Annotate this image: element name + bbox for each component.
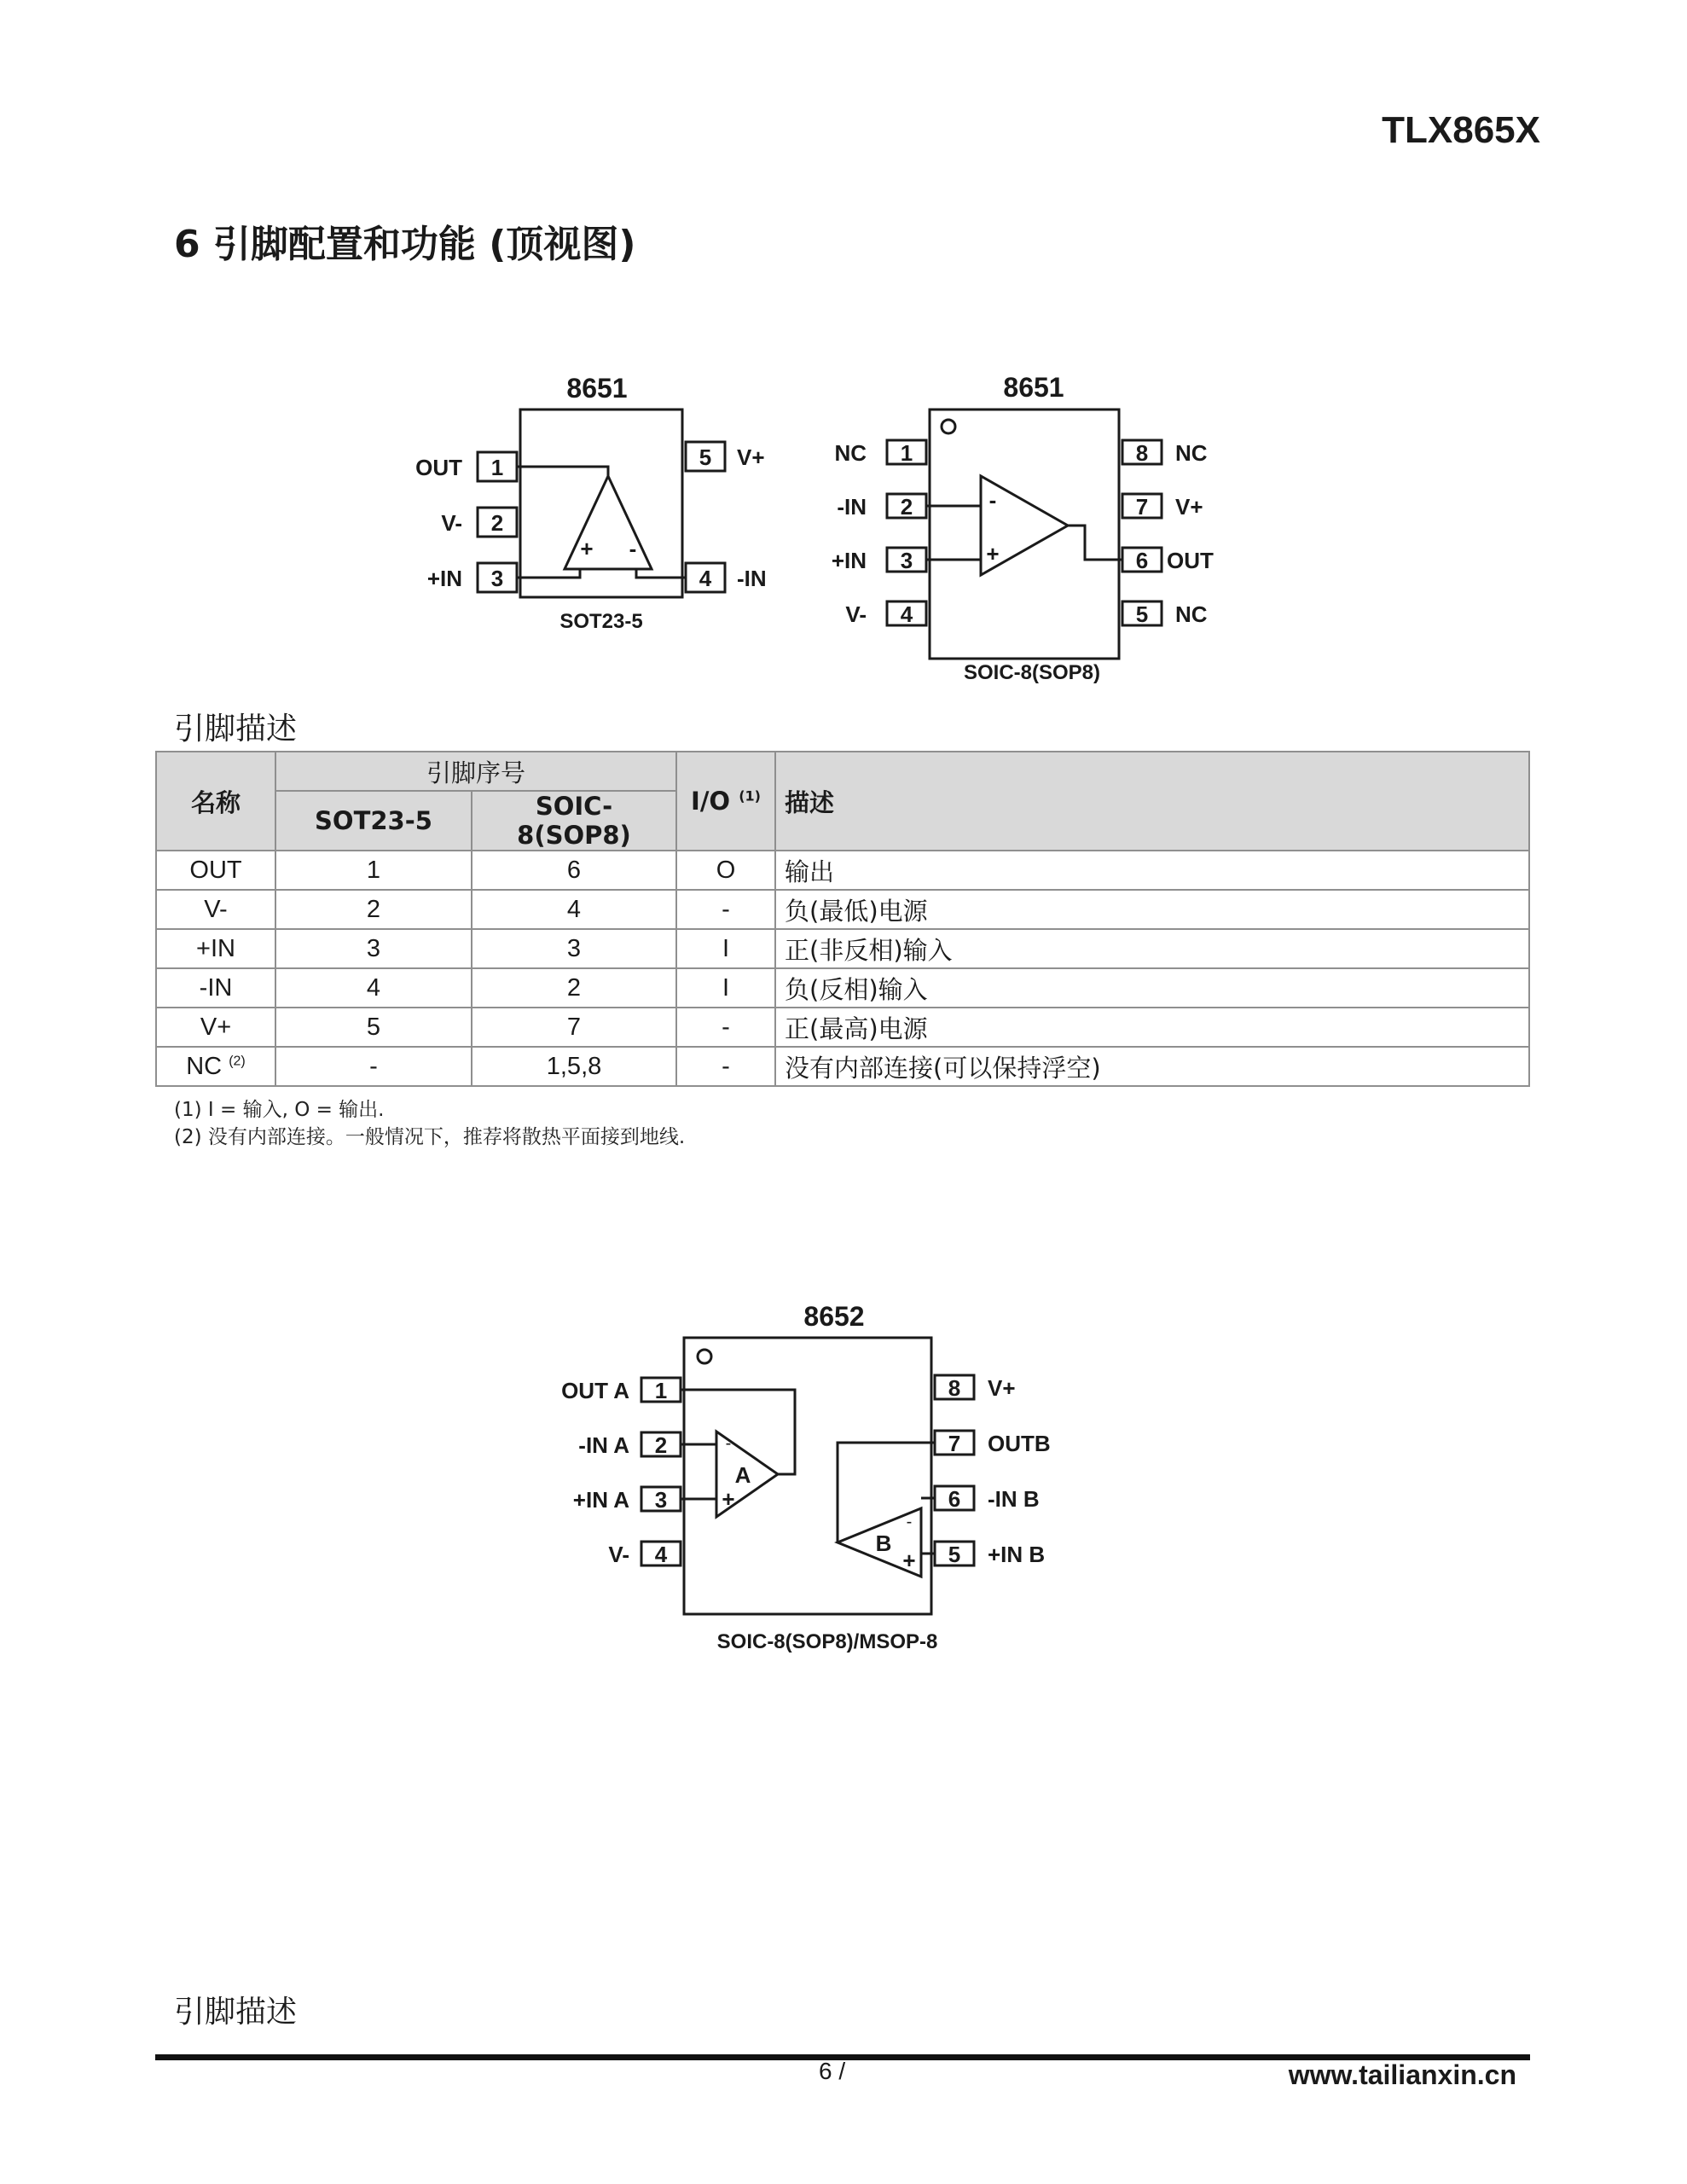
col-header-name: 名称 bbox=[156, 752, 275, 851]
pin-label: V+ bbox=[737, 444, 765, 470]
pin-num: 5 bbox=[1135, 601, 1149, 627]
svg-text:-: - bbox=[988, 487, 997, 513]
page-number: 6 / bbox=[819, 2058, 846, 2084]
pin-label: V- bbox=[608, 1542, 629, 1567]
pin-num: 2 bbox=[654, 1432, 668, 1458]
pin-label: V+ bbox=[988, 1375, 1016, 1401]
col-header-desc: 描述 bbox=[775, 752, 1529, 851]
svg-text:+: + bbox=[902, 1548, 916, 1573]
table-row: V- 2 4 - 负(最低)电源 bbox=[156, 890, 1529, 929]
footnote-1: (1) I = 输入, O = 输出. bbox=[174, 1099, 385, 1121]
pin-num: 8 bbox=[1135, 440, 1149, 466]
package-label: SOT23-5 bbox=[559, 610, 643, 633]
pin-label: NC bbox=[1175, 440, 1208, 466]
pin-label: OUT bbox=[1167, 548, 1214, 573]
pin-label: -IN A bbox=[578, 1432, 629, 1458]
svg-text:+: + bbox=[722, 1486, 735, 1512]
wire-out bbox=[517, 467, 608, 476]
pin-label: V- bbox=[845, 601, 867, 627]
document-id: TLX865X bbox=[1382, 109, 1540, 151]
pin-label: -IN B bbox=[988, 1486, 1040, 1512]
package-label: SOIC-8(SOP8) bbox=[963, 661, 1101, 684]
pin-label: V+ bbox=[1175, 494, 1203, 520]
pin-label: NC bbox=[834, 440, 867, 466]
svg-text:-: - bbox=[906, 1513, 913, 1531]
pin-label: V- bbox=[441, 510, 462, 536]
pin-num: 3 bbox=[900, 548, 913, 573]
wire-out bbox=[1068, 526, 1122, 560]
pin-label: -IN bbox=[737, 566, 767, 591]
pin-num: 2 bbox=[490, 510, 504, 536]
diagram-8651-sot23 bbox=[409, 367, 802, 674]
pin-num: 1 bbox=[900, 440, 913, 466]
pin-num: 3 bbox=[654, 1487, 668, 1513]
section-heading: 6 引脚配置和功能 (顶视图) bbox=[174, 223, 636, 266]
amp-b-label: B bbox=[875, 1531, 892, 1556]
pin-label: OUT A bbox=[561, 1378, 629, 1403]
col-header-sot: SOT23-5 bbox=[275, 791, 472, 851]
pin-label: OUT bbox=[415, 455, 462, 480]
table-row: OUT 1 6 O 输出 bbox=[156, 851, 1529, 890]
pin-label: +IN bbox=[426, 566, 462, 591]
table-row: NC $^{(2)}$ - 1,5,8 - 没有内部连接(可以保持浮空) bbox=[156, 1047, 1529, 1086]
pin-num: 2 bbox=[900, 494, 913, 520]
pin-num: 4 bbox=[699, 566, 712, 591]
diagram-title: 8651 bbox=[566, 373, 628, 404]
pin1-marker bbox=[698, 1350, 711, 1363]
footnote-2: (2) 没有内部连接。一般情况下，推荐将散热平面接到地线. bbox=[174, 1126, 686, 1148]
table-row: V+ 5 7 - 正(最高)电源 bbox=[156, 1008, 1529, 1047]
pin-num: 4 bbox=[900, 601, 913, 627]
website-link[interactable]: www.tailianxin.cn bbox=[1288, 2059, 1516, 2090]
diagram-8651-soic8 bbox=[819, 367, 1262, 691]
amp-a-label: A bbox=[734, 1462, 751, 1488]
pin-label: -IN bbox=[837, 494, 867, 520]
pin-num: 5 bbox=[948, 1542, 961, 1567]
svg-text:-: - bbox=[725, 1434, 732, 1453]
pin-desc-title-2: 引脚描述 bbox=[174, 1995, 298, 2030]
col-header-pin-no: 引脚序号 bbox=[275, 752, 676, 791]
pin-num: 8 bbox=[948, 1375, 961, 1401]
diagram-title: 8651 bbox=[1003, 372, 1064, 403]
diagram-title: 8652 bbox=[803, 1301, 865, 1332]
svg-text:+: + bbox=[580, 536, 594, 561]
table-row: +IN 3 3 I 正(非反相)输入 bbox=[156, 929, 1529, 968]
pin-description-table bbox=[155, 751, 1530, 1087]
pin-num: 3 bbox=[490, 566, 504, 591]
pin-num: 6 bbox=[1135, 548, 1149, 573]
diagram-8652 bbox=[546, 1287, 1143, 1662]
pin-num: 7 bbox=[948, 1431, 961, 1456]
pin1-marker bbox=[942, 420, 955, 433]
col-header-io: I/O $^{(1)}$ bbox=[676, 752, 775, 851]
col-header-soic: SOIC-8(SOP8) bbox=[472, 791, 676, 851]
pin-label: +IN A bbox=[572, 1487, 629, 1513]
pin-desc-title: 引脚描述 bbox=[174, 712, 298, 746]
pin-num: 6 bbox=[948, 1486, 961, 1512]
chip-body bbox=[684, 1338, 931, 1614]
pin-label: +IN bbox=[831, 548, 867, 573]
opamp-triangle bbox=[565, 476, 652, 569]
pin-num: 5 bbox=[699, 444, 712, 470]
pin-label: NC bbox=[1175, 601, 1208, 627]
pin-label: OUTB bbox=[988, 1431, 1051, 1456]
pin-label: +IN B bbox=[988, 1542, 1046, 1567]
svg-text:-: - bbox=[629, 536, 637, 561]
package-label: SOIC-8(SOP8)/MSOP-8 bbox=[716, 1630, 938, 1653]
chip-body bbox=[930, 410, 1119, 659]
pin-num: 4 bbox=[654, 1542, 668, 1567]
pin-num: 7 bbox=[1135, 494, 1149, 520]
pin-num: 1 bbox=[490, 455, 504, 480]
table-row: -IN 4 2 I 负(反相)输入 bbox=[156, 968, 1529, 1008]
svg-text:+: + bbox=[986, 541, 1000, 566]
pin-num: 1 bbox=[654, 1378, 668, 1403]
